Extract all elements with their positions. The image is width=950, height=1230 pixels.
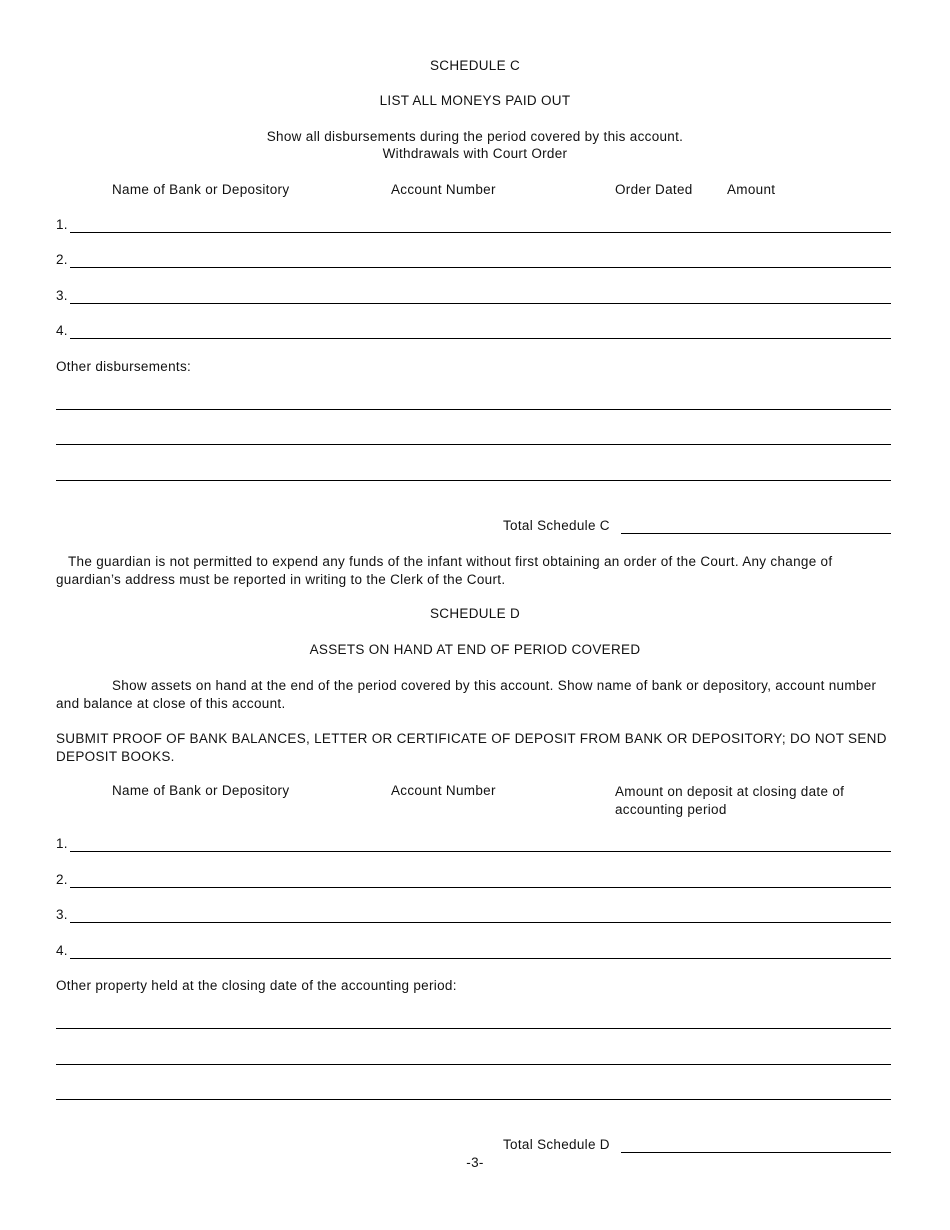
fill-line[interactable] xyxy=(70,851,891,852)
row-number: 2. xyxy=(56,872,68,887)
col-header-account: Account Number xyxy=(391,783,496,798)
fill-line[interactable] xyxy=(70,338,891,339)
col-header-bank: Name of Bank or Depository xyxy=(112,182,290,197)
schedule-c-instruction: Show all disbursements during the period covered by this account. xyxy=(266,129,684,144)
total-schedule-c-label: Total Schedule C xyxy=(503,518,610,533)
fill-line[interactable] xyxy=(70,232,891,233)
row-number: 2. xyxy=(56,252,68,267)
schedule-d-instruction: Show assets on hand at the end of the period covered by this account. Show name of bank or depository, account number and balance at close of this account. xyxy=(56,678,877,711)
fill-line[interactable] xyxy=(56,444,891,445)
row-number: 3. xyxy=(56,288,68,303)
col-header-amount-on-deposit: Amount on deposit at closing date of accounting period xyxy=(615,784,845,817)
row-number: 1. xyxy=(56,217,68,232)
guardian-notice: The guardian is not permitted to expend any funds of the infant without first obtaining an order of the Court. Any change of guardian’s address must be reported in writing to the Clerk of the Court. xyxy=(56,554,833,587)
schedule-d-title: SCHEDULE D xyxy=(429,606,521,621)
total-schedule-d-field[interactable] xyxy=(621,1152,891,1153)
row-number: 4. xyxy=(56,323,68,338)
col-header-bank: Name of Bank or Depository xyxy=(112,783,290,798)
fill-line[interactable] xyxy=(56,1099,891,1100)
page-number: -3- xyxy=(466,1155,484,1170)
row-number: 4. xyxy=(56,943,68,958)
fill-line[interactable] xyxy=(70,267,891,268)
fill-line[interactable] xyxy=(70,958,891,959)
other-property-label: Other property held at the closing date of the accounting period: xyxy=(56,978,457,993)
fill-line[interactable] xyxy=(70,922,891,923)
fill-line[interactable] xyxy=(56,409,891,410)
fill-line[interactable] xyxy=(56,1028,891,1029)
col-header-amount: Amount xyxy=(727,182,776,197)
col-header-order-dated: Order Dated xyxy=(615,182,693,197)
fill-line[interactable] xyxy=(56,1064,891,1065)
other-disbursements-label: Other disbursements: xyxy=(56,359,192,374)
fill-line[interactable] xyxy=(70,887,891,888)
schedule-c-subtitle: LIST ALL MONEYS PAID OUT xyxy=(379,93,571,108)
total-schedule-d-label: Total Schedule D xyxy=(503,1137,610,1152)
submit-proof-notice: SUBMIT PROOF OF BANK BALANCES, LETTER OR CERTIFICATE OF DEPOSIT FROM BANK OR DEPOSITORY; DO NOT SEND DEPOSIT BOOKS. xyxy=(56,731,887,764)
col-header-account: Account Number xyxy=(391,182,496,197)
fill-line[interactable] xyxy=(56,480,891,481)
schedule-d-subtitle: ASSETS ON HAND AT END OF PERIOD COVERED xyxy=(309,642,641,657)
row-number: 3. xyxy=(56,907,68,922)
schedule-c-instruction-sub: Withdrawals with Court Order xyxy=(382,146,568,161)
fill-line[interactable] xyxy=(70,303,891,304)
schedule-c-title: SCHEDULE C xyxy=(429,58,521,73)
total-schedule-c-field[interactable] xyxy=(621,533,891,534)
row-number: 1. xyxy=(56,836,68,851)
